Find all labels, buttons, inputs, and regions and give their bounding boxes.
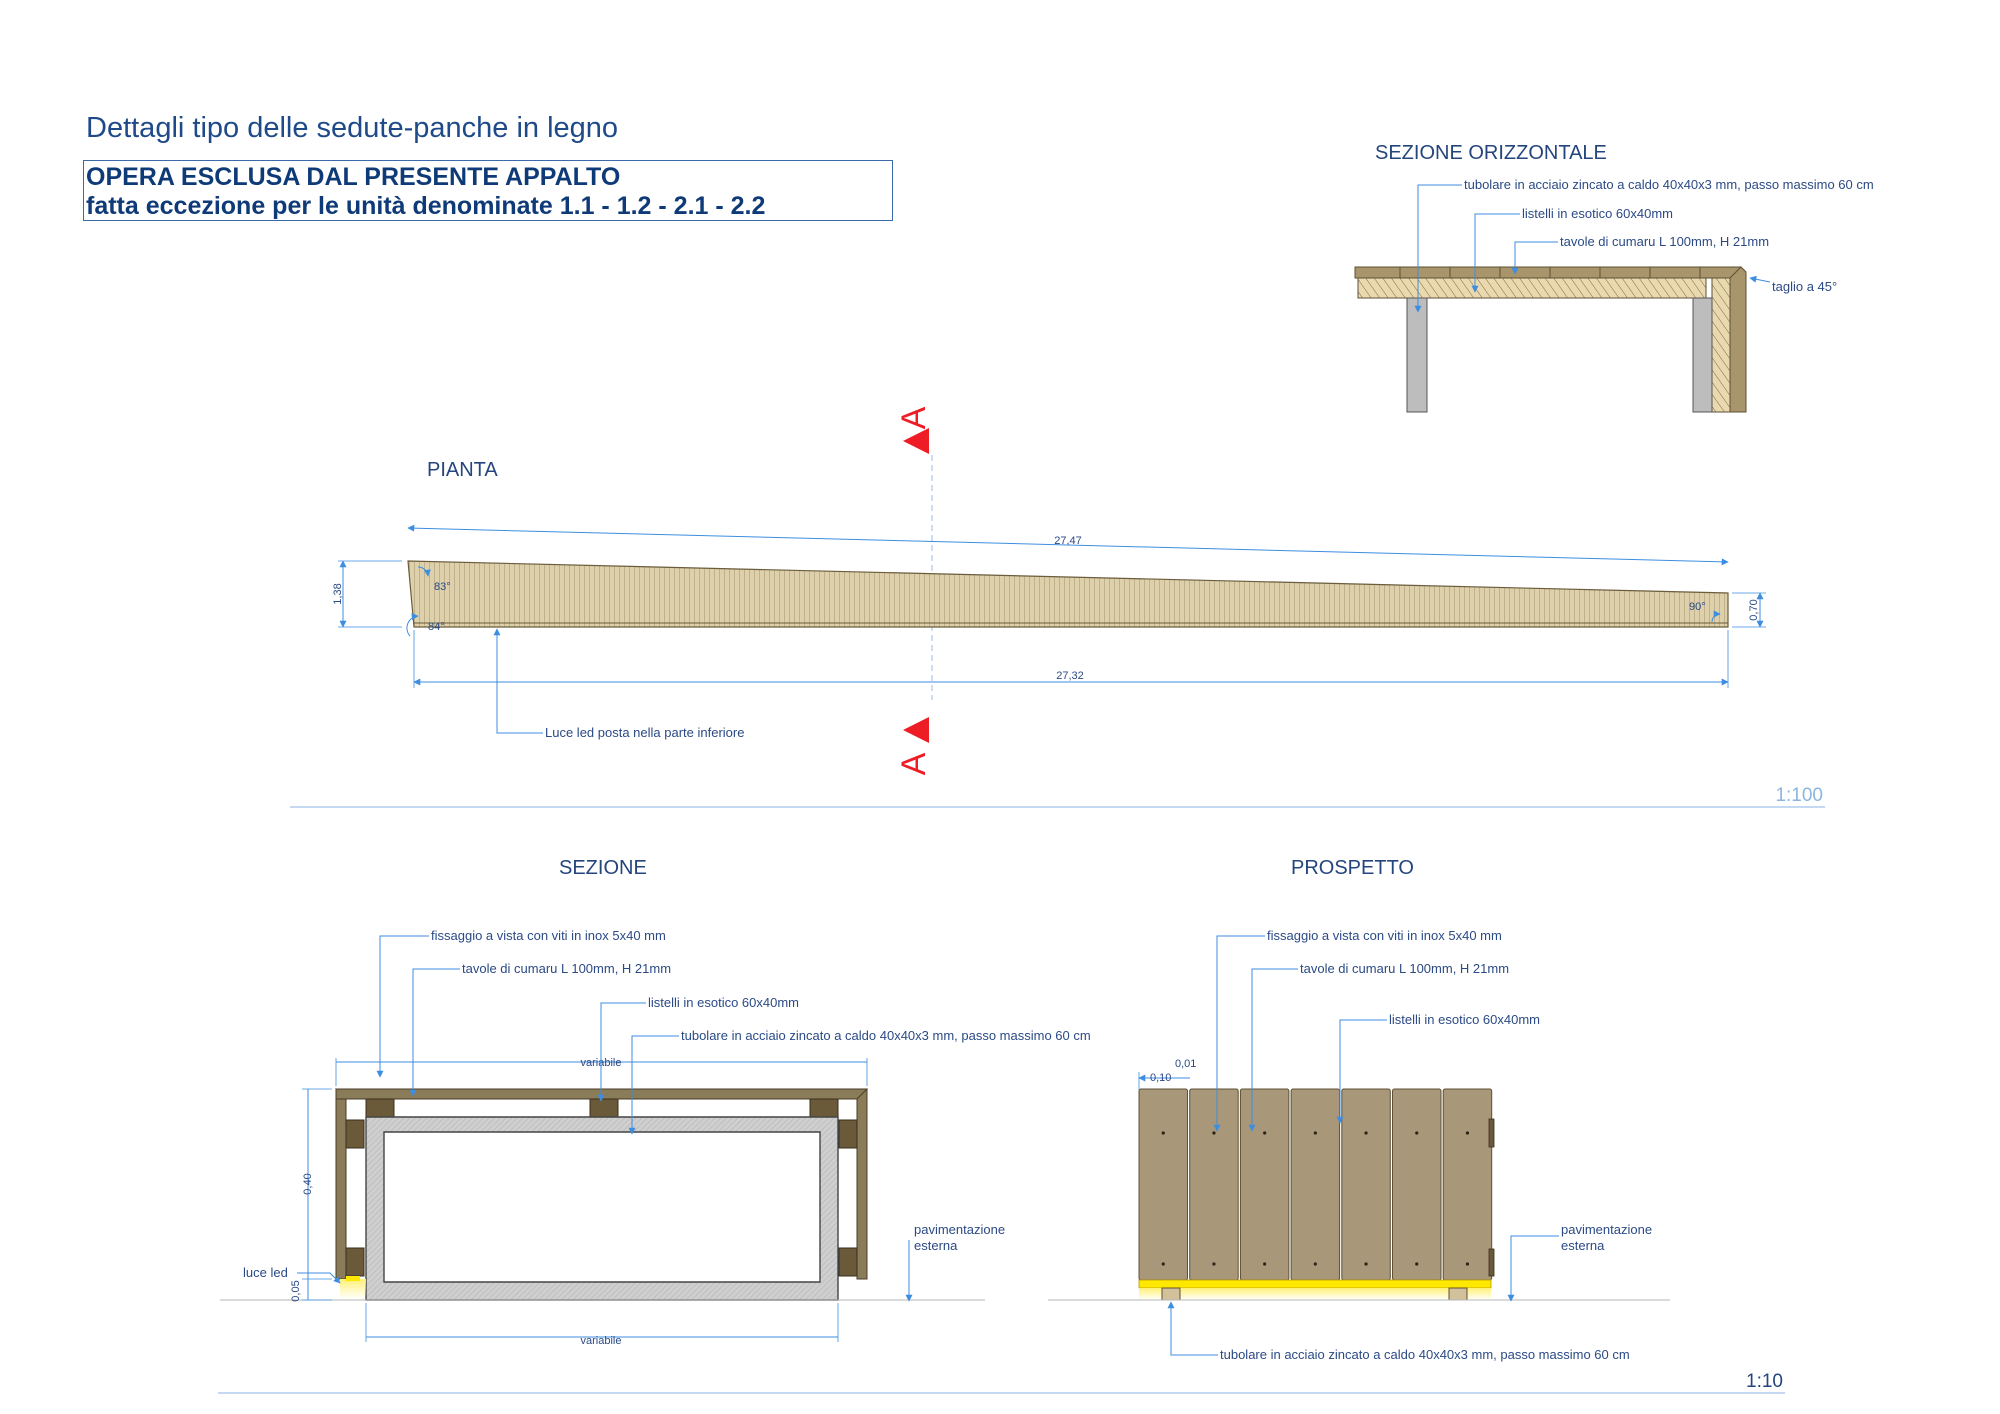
screw-dot (1263, 1262, 1266, 1265)
screw-dot (1314, 1262, 1317, 1265)
screw-dot (1162, 1262, 1165, 1265)
plan-angle-top-left: 83° (434, 581, 451, 593)
cleat-band (1358, 278, 1706, 298)
section-marker-top (895, 406, 933, 700)
bench-plan-shape (408, 561, 1728, 627)
section-note-floor-2: esterna (914, 1238, 958, 1253)
section-label-bottom: A (895, 752, 933, 776)
screw-dot (1466, 1262, 1469, 1265)
plan-title: PIANTA (427, 459, 498, 481)
section-dim-width-bottom: variabile (580, 1335, 622, 1347)
section-label-top: A (895, 406, 933, 430)
elevation-note-cleats: listelli in esotico 60x40mm (1389, 1012, 1541, 1027)
section-note-steel-tube: tubolare in acciaio zincato a caldo 40x40x3 mm, passo massimo 60 cm (681, 1028, 1091, 1043)
elevation-board (1342, 1089, 1391, 1280)
section-note-cleats: listelli in esotico 60x40mm (648, 995, 800, 1010)
note-mitre-cut: taglio a 45° (1772, 279, 1838, 294)
elevation-note-steel-tube: tubolare in acciaio zincato a caldo 40x40x3 mm, passo massimo 60 cm (1220, 1347, 1630, 1362)
horizontal-section-view (1355, 142, 1874, 412)
plan-dim-right-height: 0,70 (1748, 599, 1760, 621)
plan-view (290, 459, 1825, 807)
screw-dot (1263, 1131, 1266, 1134)
screw-dot (1364, 1131, 1367, 1134)
elevation-boards (1139, 1089, 1492, 1280)
elevation-note-floor-1: pavimentazione (1561, 1222, 1653, 1237)
side-board (1730, 267, 1746, 412)
elevation-led-strip (1139, 1280, 1491, 1288)
plan-scale: 1:100 (1775, 785, 1823, 806)
detail-scale: 1:10 (1746, 1371, 1783, 1392)
section-marker-bottom (895, 717, 933, 775)
plan-dim-top-length: 27,47 (1054, 535, 1082, 547)
elevation-note-screws: fissaggio a vista con viti in inox 5x40 mm (1267, 928, 1502, 943)
section-dim-height: 0,40 (302, 1173, 314, 1195)
elevation-board (1291, 1089, 1340, 1280)
elevation-board (1139, 1089, 1188, 1280)
section-title: SEZIONE (559, 857, 647, 879)
screw-dot (1212, 1262, 1215, 1265)
side-cleat (1712, 278, 1730, 412)
section-arrow-bottom (903, 717, 929, 743)
page-title: Dettagli tipo delle sedute-panche in legno (86, 112, 619, 144)
elevation-note-floor-2: esterna (1561, 1238, 1605, 1253)
note-boards: tavole di cumaru L 100mm, H 21mm (1560, 234, 1770, 249)
top-board-strip (1355, 267, 1741, 278)
screw-dot (1415, 1262, 1418, 1265)
screw-dot (1212, 1131, 1215, 1134)
elevation-board (1190, 1089, 1239, 1280)
note-cleats: listelli in esotico 60x40mm (1522, 206, 1674, 221)
cross-section-view (220, 857, 1091, 1347)
plan-angle-bottom-left: 84° (428, 621, 445, 633)
steel-tube-left (1407, 298, 1427, 412)
section-dim-gap: 0,05 (290, 1280, 302, 1302)
elevation-dim-gap: 0,01 (1175, 1058, 1197, 1070)
elevation-title: PROSPETTO (1291, 857, 1414, 879)
elevation-dim-board-width: 0,10 (1150, 1072, 1172, 1084)
elevation-board (1393, 1089, 1442, 1280)
screw-dot (1314, 1131, 1317, 1134)
plan-dim-bottom-length: 27,32 (1056, 670, 1084, 682)
section-steel-frame (366, 1117, 838, 1300)
note-steel-tube: tubolare in acciaio zincato a caldo 40x40x3 mm, passo massimo 60 cm (1464, 177, 1874, 192)
plan-angle-right: 90° (1689, 601, 1706, 613)
section-note-boards: tavole di cumaru L 100mm, H 21mm (462, 961, 672, 976)
plan-note-led: Luce led posta nella parte inferiore (545, 725, 745, 740)
screw-dot (1364, 1262, 1367, 1265)
exclusion-notice: OPERA ESCLUSA DAL PRESENTE APPALTO (86, 163, 621, 191)
screw-dot (1415, 1131, 1418, 1134)
elevation-board (1240, 1089, 1289, 1280)
horizontal-section-title: SEZIONE ORIZZONTALE (1375, 142, 1607, 164)
plan-dim-left-height: 1,38 (332, 583, 344, 605)
section-note-led: luce led (243, 1265, 288, 1280)
elevation-note-boards: tavole di cumaru L 100mm, H 21mm (1300, 961, 1510, 976)
section-note-screws: fissaggio a vista con viti in inox 5x40 mm (431, 928, 666, 943)
steel-tube-right (1693, 298, 1712, 412)
section-arrow-top (903, 428, 929, 454)
exclusion-exception: fatta eccezione per le unità denominate 1.1 - 1.2 - 2.1 - 2.2 (86, 192, 766, 220)
elevation-board (1443, 1089, 1492, 1280)
section-dim-width-top: variabile (580, 1057, 622, 1069)
section-led-glow (340, 1279, 366, 1299)
section-note-floor-1: pavimentazione (914, 1222, 1006, 1237)
screw-dot (1466, 1131, 1469, 1134)
screw-dot (1162, 1131, 1165, 1134)
